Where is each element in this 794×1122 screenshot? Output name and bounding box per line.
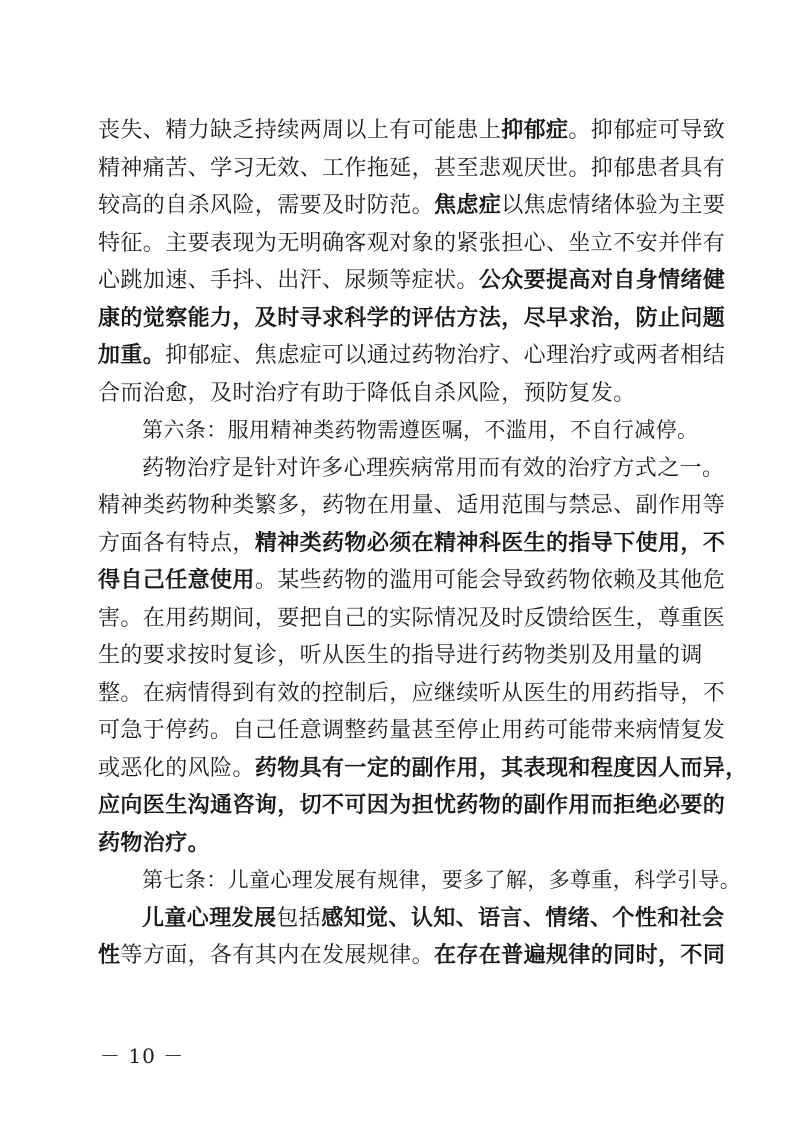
text-line <box>98 525 726 563</box>
text-segment: 精神痛苦、学习无效、工作拖延，甚至悲观厌世。抑郁患者具有 <box>98 155 726 181</box>
text-segment: 合而治愈，及时治疗有助于降低自杀风险，预防复发。 <box>98 380 636 406</box>
emphasized-text: 性 <box>98 942 121 968</box>
emphasized-text: 精神类药物必须在精神科医生的指导下使用，不 <box>254 529 726 556</box>
text-segment: 。某些药物的滥用可能会导致药物依赖及其他危 <box>254 568 726 593</box>
text-segment: 特征。主要表现为无明确客观对象的紧张担心、坐立不安并伴有 <box>98 230 726 256</box>
text-line <box>98 112 726 150</box>
emphasized-text: 药物治疗。 <box>98 829 211 856</box>
text-line <box>98 637 703 675</box>
emphasized-text: 儿童心理发展 <box>142 904 277 931</box>
text-line <box>98 187 726 225</box>
text-line <box>98 787 726 825</box>
emphasized-text: 焦虑症 <box>434 192 502 218</box>
text-segment: 第七条：儿童心理发展有规律，要多了解，多尊重，科学引导。 <box>142 868 742 892</box>
text-line <box>98 712 726 750</box>
text-segment: 药物治疗是针对许多心理疾病常用而有效的治疗方式之一。 <box>142 455 725 481</box>
text-segment: 害。在用药期间，要把自己的实际情况及时反馈给医生，尊重医 <box>98 605 726 631</box>
emphasized-text: 在存在普遍规律的同时，不同 <box>434 942 726 968</box>
text-line <box>98 225 726 263</box>
text-segment: 较高的自杀风险，需要及时防范。 <box>98 193 435 218</box>
text-line <box>98 487 726 525</box>
text-segment: 以焦虑情绪体验为主要 <box>501 193 726 218</box>
text-line <box>98 150 726 188</box>
text-line <box>98 937 726 975</box>
article-heading <box>98 862 742 900</box>
emphasized-text: 抑郁症 <box>501 117 569 143</box>
text-segment: 生的要求按时复诊，听从医生的指导进行药物类别及用量的调 <box>98 643 703 668</box>
text-segment: 精神类药物种类繁多，药物在用量、适用范围与禁忌、副作用等 <box>98 493 726 518</box>
text-segment: 丧失、精力缺乏持续两周以上有可能患上 <box>98 118 502 143</box>
text-segment: 等方面，各有其内在发展规律。 <box>120 943 435 968</box>
body-text <box>98 112 748 975</box>
text-segment: 方面各有特点， <box>98 530 255 556</box>
text-segment: 可急于停药。自己任意调整药量甚至停止用药可能带来病情复发 <box>98 718 726 743</box>
text-line <box>98 750 748 788</box>
emphasized-text: 公众要提高对自身情绪健 <box>478 267 726 293</box>
text-line <box>98 375 698 413</box>
emphasized-text: 感知觉、认知、语言、情绪、个性和社会 <box>321 904 725 931</box>
emphasized-text: 药物具有一定的副作用，其表现和程度因人而异， <box>254 754 748 781</box>
text-segment: 抑郁症、焦虑症可以通过药物治疗、心理治疗或两者相结 <box>165 343 726 368</box>
text-line <box>98 562 726 600</box>
page-number: － 10 － <box>100 1044 185 1068</box>
text-line <box>98 337 726 375</box>
text-line <box>98 900 725 938</box>
text-segment: 第六条：服用精神类药物需遵医嘱，不滥用，不自行减停。 <box>142 418 699 442</box>
text-line <box>98 825 698 863</box>
emphasized-text: 康的觉察能力，及时寻求科学的评估方法，尽早求治，防止问题 <box>98 304 726 331</box>
emphasized-text: 应向医生沟通咨询，切不可因为担忧药物的副作用而拒绝必要的 <box>98 792 726 818</box>
text-segment: 包括 <box>276 905 322 931</box>
text-segment: 或恶化的风险。 <box>98 755 255 781</box>
text-segment: 整。在病情得到有效的控制后，应继续听从医生的用药指导，不 <box>98 680 726 706</box>
text-line <box>98 450 725 488</box>
text-line <box>98 262 726 300</box>
text-line <box>98 675 726 713</box>
text-segment: 心跳加速、手抖、出汗、尿频等症状。 <box>98 268 479 293</box>
text-line <box>98 300 726 338</box>
emphasized-text: 加重。 <box>98 342 166 368</box>
article-heading <box>98 412 698 450</box>
text-line <box>98 600 726 638</box>
text-segment: 。抑郁症可导致 <box>568 118 726 143</box>
emphasized-text: 得自己任意使用 <box>98 567 255 593</box>
